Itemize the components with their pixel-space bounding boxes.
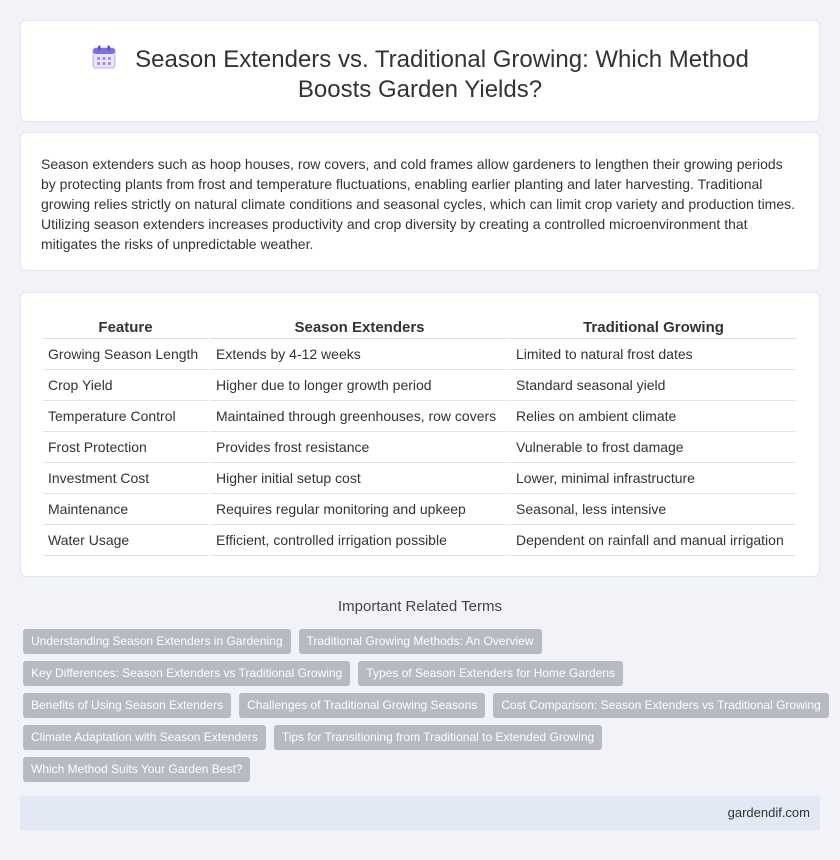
related-term-tag[interactable]: Challenges of Traditional Growing Seasons	[239, 693, 485, 718]
table-cell: Water Usage	[43, 525, 208, 556]
related-term-tag[interactable]: Benefits of Using Season Extenders	[23, 693, 231, 718]
table-cell: Higher due to longer growth period	[208, 370, 508, 401]
table-cell: Investment Cost	[43, 463, 208, 494]
table-row	[43, 525, 796, 556]
table-cell: Requires regular monitoring and upkeep	[208, 494, 508, 525]
comparison-table	[43, 314, 796, 556]
related-term-tag[interactable]: Tips for Transitioning from Traditional to Extended Growing	[274, 725, 602, 750]
page-title-wrap	[61, 44, 779, 105]
tag-row	[23, 629, 542, 654]
related-term-tag[interactable]: Climate Adaptation with Season Extenders	[23, 725, 266, 750]
calendar-icon	[91, 44, 117, 70]
related-term-tag[interactable]: Traditional Growing Methods: An Overview	[299, 629, 542, 654]
table-cell: Temperature Control	[43, 401, 208, 432]
comparison-table-card	[20, 292, 820, 577]
table-cell: Maintenance	[43, 494, 208, 525]
table-row	[43, 401, 796, 432]
related-term-tag[interactable]: Understanding Season Extenders in Gardening	[23, 629, 291, 654]
tag-row	[23, 725, 602, 750]
footer-site-link[interactable]: gardendif.com	[727, 805, 810, 820]
table-cell: Maintained through greenhouses, row covers	[208, 401, 508, 432]
title-card	[20, 20, 820, 122]
related-terms-heading: Important Related Terms	[338, 598, 502, 615]
table-row	[43, 494, 796, 525]
table-cell: Vulnerable to frost damage	[508, 432, 796, 463]
table-cell: Dependent on rainfall and manual irrigation	[508, 525, 796, 556]
tag-row	[23, 693, 829, 718]
table-cell: Limited to natural frost dates	[508, 339, 796, 370]
table-cell: Standard seasonal yield	[508, 370, 796, 401]
footer	[20, 796, 820, 830]
table-header-row	[43, 314, 796, 339]
column-header: Feature	[43, 314, 208, 339]
table-cell: Frost Protection	[43, 432, 208, 463]
page-title: Season Extenders vs. Traditional Growing: Which Method Boosts Garden Yields?	[135, 46, 749, 103]
tag-row	[23, 757, 250, 782]
related-term-tag[interactable]: Cost Comparison: Season Extenders vs Traditional Growing	[493, 693, 828, 718]
tag-row	[23, 661, 623, 686]
table-cell: Lower, minimal infrastructure	[508, 463, 796, 494]
table-cell: Efficient, controlled irrigation possible	[208, 525, 508, 556]
intro-card	[20, 132, 820, 271]
table-cell: Provides frost resistance	[208, 432, 508, 463]
table-row	[43, 339, 796, 370]
intro-text: Season extenders such as hoop houses, row covers, and cold frames allow gardeners to lengthen their growing periods by protecting plants from frost and temperature fluctuations, enabling earlier planting and later harvesting. Traditional growing relies strictly on natural climate conditions and seasonal cycles, which can limit crop variety and production times. Utilizing season extenders increases productivity and crop diversity by creating a controlled microenvironment that mitigates the risks of unpredictable weather.	[41, 156, 796, 252]
column-header: Traditional Growing	[508, 314, 796, 339]
table-row	[43, 432, 796, 463]
related-term-tag[interactable]: Types of Season Extenders for Home Gardens	[358, 661, 623, 686]
table-cell: Crop Yield	[43, 370, 208, 401]
related-term-tag[interactable]: Which Method Suits Your Garden Best?	[23, 757, 250, 782]
table-row	[43, 370, 796, 401]
related-term-tag[interactable]: Key Differences: Season Extenders vs Traditional Growing	[23, 661, 350, 686]
table-row	[43, 463, 796, 494]
table-cell: Higher initial setup cost	[208, 463, 508, 494]
table-cell: Relies on ambient climate	[508, 401, 796, 432]
column-header: Season Extenders	[208, 314, 508, 339]
table-cell: Growing Season Length	[43, 339, 208, 370]
table-cell: Extends by 4-12 weeks	[208, 339, 508, 370]
table-cell: Seasonal, less intensive	[508, 494, 796, 525]
